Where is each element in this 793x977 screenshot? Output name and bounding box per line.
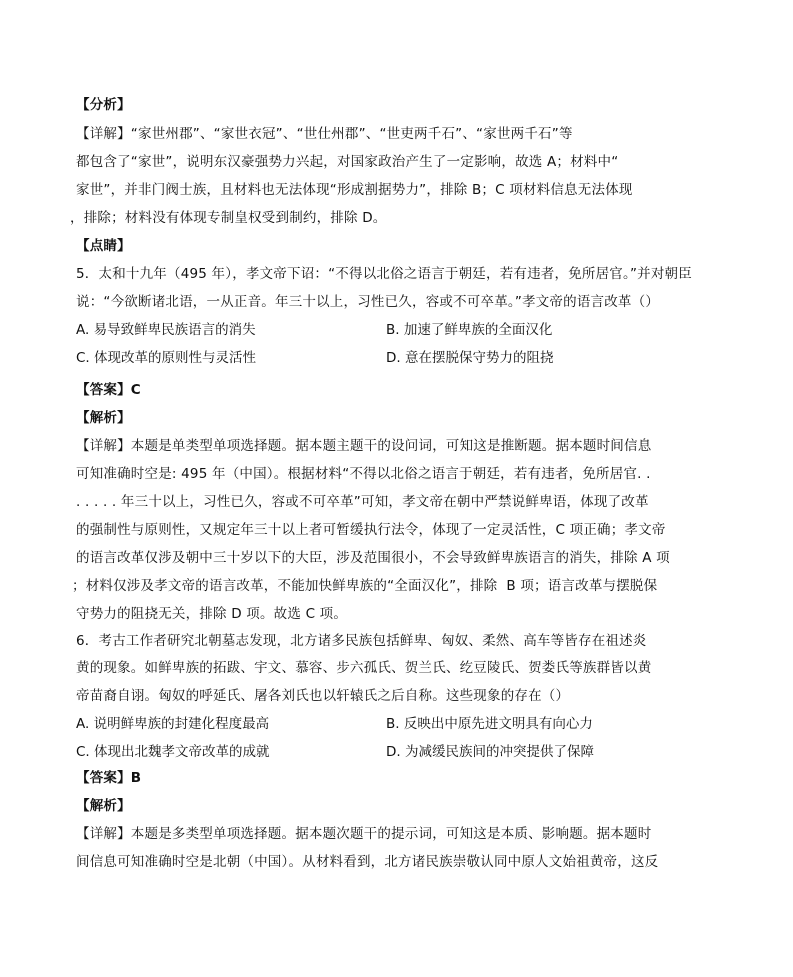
q5-answer: 【答案】C [76, 382, 141, 398]
q5-detail-line: 的强制性与原则性，又规定年三十以上者可暂缓执行法令，体现了一定灵活性，C 项正确；孝文帝 [76, 522, 666, 538]
q5-detail-line: . . . . . 年三十以上，习性已久，容或不可卒革”可知，孝文帝在朝中严禁说鲜卑语，体现了改革 [76, 494, 649, 510]
q6-option-a: A. 说明鲜卑族的封建化程度最高 [76, 716, 270, 732]
q5-detail-line: 守势力的阻挠无关，排除 D 项。故选 C 项。 [76, 606, 348, 622]
q6-answer: 【答案】B [76, 770, 142, 786]
q6-stem-line: 黄的现象。如鲜卑族的拓跋、宇文、慕容、步六孤氏、贺兰氏、纥豆陵氏、贺娄氏等族群皆以黄 [76, 660, 652, 676]
q6-option-b: B. 反映出中原先进文明具有向心力 [386, 716, 593, 732]
analysis-detail-line: 都包含了“家世”，说明东汉豪强势力兴起，对国家政治产生了一定影响，故选 A；材料中“ [76, 154, 619, 170]
q5-jiexi-heading: 【解析】 [76, 410, 131, 426]
q5-detail-line: 的语言改革仅涉及朝中三十岁以下的大臣，涉及范围很小，不会导致鲜卑族语言的消失，排除 A 项 [76, 550, 670, 566]
q6-jiexi-heading: 【解析】 [76, 798, 131, 814]
q5-option-b: B. 加速了鲜卑族的全面汉化 [386, 322, 553, 338]
q6-detail-line: 【详解】本题是多类型单项选择题。据本题次题干的提示词，可知这是本质、影响题。据本题时 [76, 826, 652, 842]
analysis-detail-line: ，排除；材料没有体现专制皇权受到制约，排除 D。 [70, 210, 387, 226]
q5-option-c: C. 体现改革的原则性与灵活性 [76, 350, 257, 366]
q5-stem-line: 说：“今欲断诸北语，一从正音。年三十以上，习性已久，容或不可卒革。”孝文帝的语言改革（） [76, 294, 660, 310]
q5-stem-line: 5．太和十九年（495 年），孝文帝下诏：“不得以北俗之语言于朝廷，若有违者，免所居官。”并对朝臣 [76, 266, 692, 282]
q5-detail-line: 可知准确时空是: 495 年（中国）。根据材料“不得以北俗之语言于朝廷，若有违者，免所居官. . [76, 466, 651, 482]
q6-stem-line: 6．考古工作者研究北朝墓志发现，北方诸多民族包括鲜卑、匈奴、柔然、高车等皆存在祖述炎 [76, 633, 647, 649]
q6-stem-line: 帝苗裔自诩。匈奴的呼延氏、屠各刘氏也以轩辕氏之后自称。这些现象的存在（） [76, 688, 570, 704]
q5-detail-line: ；材料仅涉及孝文帝的语言改革，不能加快鲜卑族的“全面汉化”，排除 B 项；语言改革与摆脱保 [72, 578, 658, 594]
q5-option-a: A. 易导致鲜卑民族语言的消失 [76, 322, 256, 338]
q5-option-d: D. 意在摆脱保守势力的阻挠 [386, 350, 554, 366]
q5-detail-line: 【详解】本题是单类型单项选择题。据本题主题干的设问词，可知这是推断题。据本题时间信息 [76, 438, 652, 454]
analysis-heading: 【分析】 [76, 97, 131, 113]
dianjing-heading: 【点睛】 [76, 238, 131, 254]
analysis-detail-line: 家世”，并非门阀士族，且材料也无法体现“形成割据势力”，排除 B；C 项材料信息无法体现 [76, 182, 633, 198]
q6-option-c: C. 体现出北魏孝文帝改革的成就 [76, 744, 270, 760]
q6-option-d: D. 为减缓民族间的冲突提供了保障 [386, 744, 594, 760]
analysis-detail-line: 【详解】“家世州郡”、“家世衣冠”、“世仕州郡”、“世吏两千石”、“家世两千石”等 [76, 126, 573, 142]
q6-detail-line: 间信息可知准确时空是北朝（中国）。从材料看到，北方诸民族崇敬认同中原人文始祖黄帝，这反 [76, 854, 659, 870]
